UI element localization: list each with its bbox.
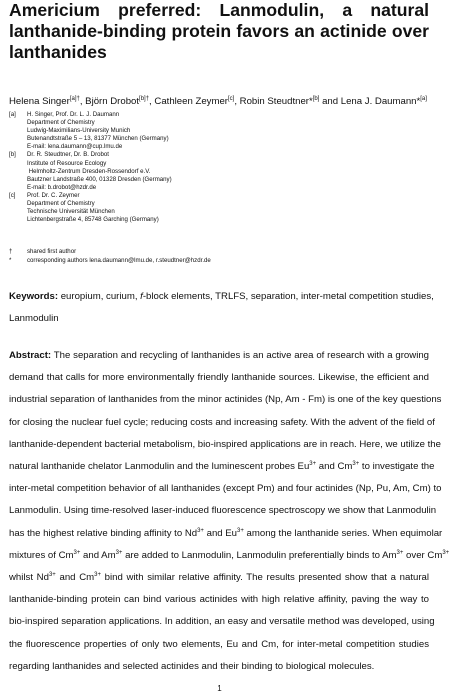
abstract-text: and Am bbox=[80, 549, 116, 561]
abstract-line: Lanmodulin. Using time-resolved laser-induced fluorescence spectroscopy we show that Lanmodulin bbox=[9, 505, 437, 517]
abstract-text: over Cm bbox=[403, 549, 443, 561]
author-separator: , bbox=[149, 96, 155, 107]
affiliation-line: Department of Chemistry bbox=[27, 200, 95, 208]
note-symbol: * bbox=[9, 257, 12, 264]
abstract-text: among the lanthanide series. When equimolar bbox=[243, 527, 443, 539]
author-affiliation-mark: [b] bbox=[312, 95, 320, 102]
abstract-text: and Cm bbox=[55, 572, 95, 584]
abstract-text: natural lanthanide chelator Lanmodulin and the luminescent probes Eu bbox=[9, 461, 310, 473]
abstract-text: bind with similar relative affinity. The results presented show that a natural bbox=[100, 572, 430, 584]
author-note bbox=[9, 247, 429, 256]
note-symbol: † bbox=[9, 248, 13, 255]
affiliation-email: E-mail: b.drobot@hzdr.de bbox=[27, 183, 97, 191]
title-line: lanthanides bbox=[9, 42, 107, 62]
abstract-line bbox=[9, 345, 429, 367]
keywords-section bbox=[9, 286, 434, 330]
author-separator: and bbox=[319, 96, 341, 107]
abstract-line: the fluorescence properties of only two elements, Eu and Cm, for inter-metal competition studies bbox=[9, 638, 429, 650]
author-notes bbox=[9, 247, 429, 265]
charge-superscript: 3+ bbox=[352, 460, 360, 467]
author-affiliation-mark: [a]† bbox=[69, 95, 80, 102]
affiliation-tag: [a] bbox=[9, 111, 16, 118]
abstract-label: Abstract: bbox=[9, 350, 52, 361]
page-number: 1 bbox=[217, 684, 222, 693]
abstract-text: The separation and recycling of lanthanides is an active area of research with a growing bbox=[51, 350, 429, 361]
abstract-text: are added to Lanmodulin, Lanmodulin preferentially binds to Am bbox=[122, 549, 397, 561]
keywords-label: Keywords: bbox=[9, 291, 59, 302]
affiliation-block bbox=[9, 111, 429, 151]
abstract-line: regarding lanthanides and selected actinides and their binding to biological molecules. bbox=[9, 660, 375, 672]
abstract-text: mixtures of Cm bbox=[9, 549, 74, 561]
title-line: Americium preferred: Lanmodulin, a natural bbox=[9, 0, 429, 20]
title-line: lanthanide-binding protein favors an actinide over bbox=[9, 21, 429, 41]
abstract-line bbox=[9, 523, 443, 545]
charge-superscript: 3+ bbox=[48, 571, 56, 578]
author-name: Björn Drobot bbox=[85, 96, 140, 107]
affiliation-line: Helmholtz-Zentrum Dresden-Rossendorf e.V. bbox=[27, 167, 151, 175]
affiliation-line: Dr. R. Steudtner, Dr. B. Drobot bbox=[27, 151, 109, 159]
charge-superscript: 3+ bbox=[73, 549, 81, 556]
author-separator: , bbox=[79, 96, 86, 107]
author-name: Robin Steudtner* bbox=[239, 96, 313, 107]
abstract-line bbox=[9, 567, 429, 589]
abstract-line: for closing the nuclear fuel cycle; reducing costs and increasing safety. With the advent of the field of bbox=[9, 416, 435, 428]
keywords-text: europium, curium, bbox=[58, 291, 141, 302]
paper-title bbox=[9, 0, 429, 63]
charge-superscript: 3+ bbox=[197, 527, 204, 534]
affiliation-line: Butenandtstraße 5 – 13, 81377 München (Germany) bbox=[27, 135, 169, 143]
abstract-line: industrial separation of lanthanides from the minor actinides (Np, Am - Fm) is one of the key questions bbox=[9, 394, 442, 406]
author-name: Helena Singer bbox=[9, 96, 70, 107]
abstract-line: bio-inspired separation applications. In addition, an easy and versatile method was developed, using bbox=[9, 616, 435, 628]
affiliation-line: Bautzner Landstraße 400, 01328 Dresden (Germany) bbox=[27, 175, 172, 183]
abstract-line: demand that calls for more environmentally friendly lanthanide sources. Likewise, the efficient and bbox=[9, 372, 429, 384]
keywords-line bbox=[9, 286, 434, 308]
abstract-line: inter-metal competition behavior of all lanthanides (except Pm) and four actinides (Np, Pu, Am, Cm) to bbox=[9, 483, 442, 495]
affiliation-line: H. Singer, Prof. Dr. L. J. Daumann bbox=[27, 111, 120, 118]
abstract-text: has the highest relative binding affinity to Nd bbox=[9, 527, 198, 539]
affiliation-tag: [b] bbox=[9, 151, 16, 159]
abstract-text: and Cm bbox=[316, 461, 353, 473]
abstract-section bbox=[9, 345, 449, 678]
affiliation-line: Ludwig-Maximilians-University Munich bbox=[27, 127, 131, 135]
author-name: Lena J. Daumann* bbox=[340, 96, 421, 107]
charge-superscript: 3+ bbox=[442, 549, 449, 556]
charge-superscript: 3+ bbox=[237, 527, 244, 534]
charge-superscript: 3+ bbox=[115, 549, 123, 556]
abstract-text: whilst Nd bbox=[9, 572, 49, 584]
keywords-italic: f bbox=[140, 291, 143, 302]
author-affiliation-mark: [b]† bbox=[139, 95, 150, 102]
affiliation-line: Technische Universität München bbox=[27, 208, 115, 216]
author-name: Cathleen Zeymer bbox=[154, 96, 228, 107]
affiliation-line: Institute of Resource Ecology bbox=[27, 159, 107, 167]
affiliation-line: Prof. Dr. C. Zeymer bbox=[27, 191, 80, 199]
keywords-text: -block elements, TRLFS, separation, inter-metal competition studies, bbox=[142, 291, 434, 302]
charge-superscript: 3+ bbox=[309, 460, 317, 467]
note-text: shared first author bbox=[27, 248, 77, 255]
abstract-line bbox=[9, 545, 449, 567]
affiliation-email: E-mail: lena.daumann@cup.lmu.de bbox=[27, 143, 123, 151]
keywords-line: Lanmodulin bbox=[9, 313, 59, 324]
abstract-line bbox=[9, 456, 435, 478]
charge-superscript: 3+ bbox=[94, 571, 101, 578]
abstract-text: and Eu bbox=[203, 527, 238, 539]
affiliation-line: Department of Chemistry bbox=[27, 119, 95, 127]
affiliation-block bbox=[9, 151, 429, 191]
abstract-line: lanthanide-binding protein can bind various actinides with high relative affinity, paving the way to bbox=[9, 594, 429, 606]
author-separator: , bbox=[234, 96, 240, 107]
author-note bbox=[9, 256, 429, 265]
affiliation-tag: [c] bbox=[9, 191, 16, 199]
charge-superscript: 3+ bbox=[396, 549, 404, 556]
abstract-text: to investigate the bbox=[359, 461, 435, 473]
abstract-line: lanthanide-dependent bacterial metabolism, bio-inspired applications are in reach. Here, we utilize the bbox=[9, 438, 441, 450]
affiliations bbox=[9, 111, 429, 224]
author-affiliation-mark: [c] bbox=[227, 95, 235, 102]
author-affiliation-mark: [a] bbox=[420, 95, 427, 102]
affiliation-block bbox=[9, 192, 429, 224]
affiliation-line: Lichtenbergstraße 4, 85748 Garching (Germany) bbox=[27, 216, 159, 224]
note-text: corresponding authors lena.daumann@lmu.de, r.steudtner@hzdr.de bbox=[27, 257, 211, 264]
author-list bbox=[9, 96, 433, 108]
